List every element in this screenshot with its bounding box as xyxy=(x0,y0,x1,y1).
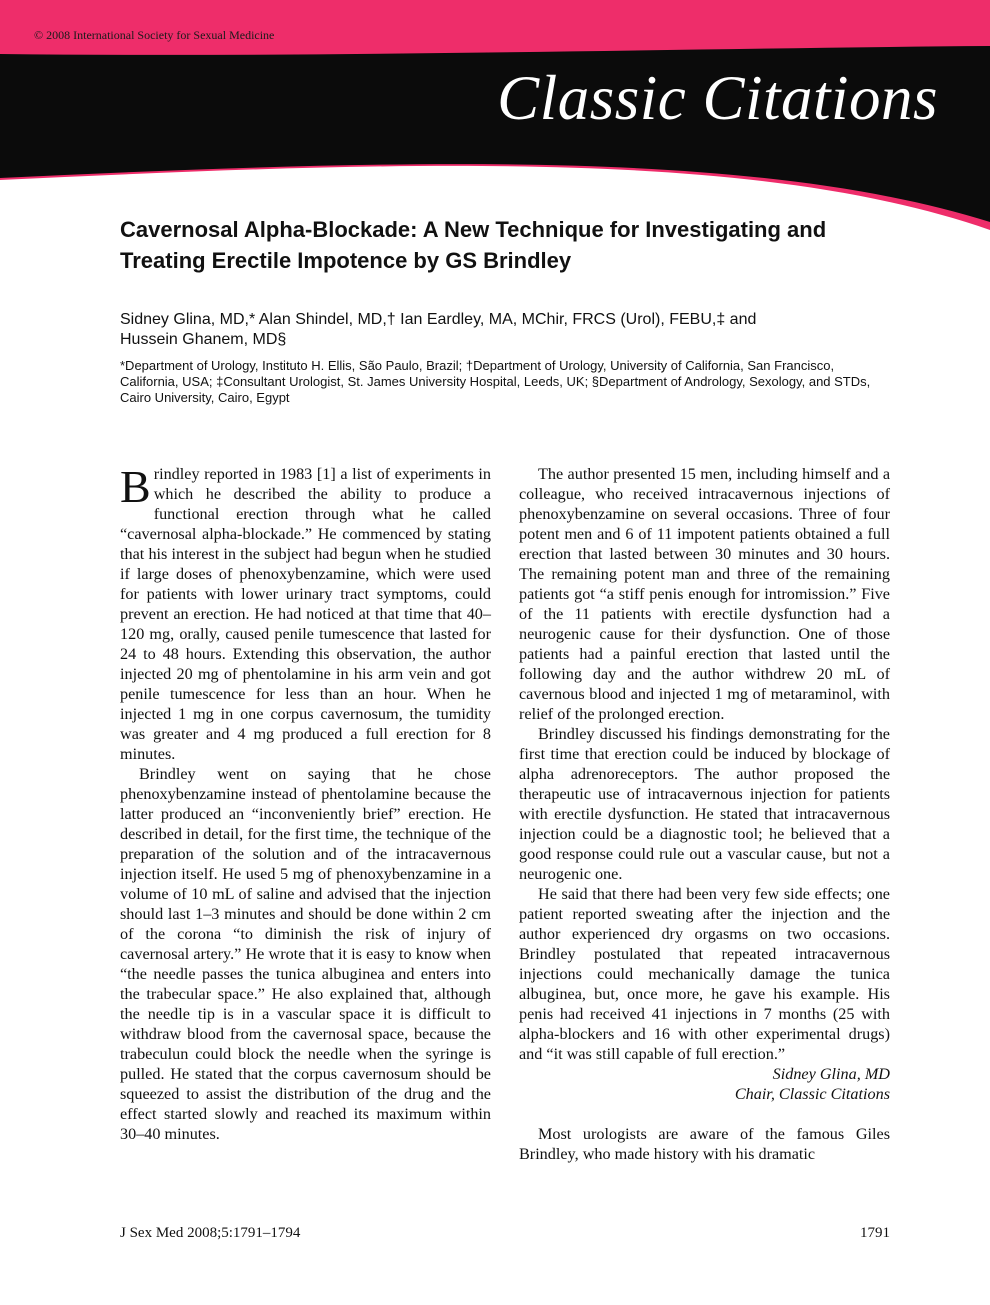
paragraph-2: Brindley went on saying that he chose phenoxybenzamine instead of phentolamine because the latter produced an “inconveniently brief” erection. He described in detail, for the first time, the technique of the preparation of the solution and of the intracavernous injection itself. He used 5 mg of phenoxybenzamine in a volume of 10 mL of saline and advised that the injection should last 1–3 minutes and should be done within 2 cm of the corona “to diminish the risk of injury of cavernosal artery.” He wrote that it is easy to know when “the needle passes the tunica albuginea and enters into the trabecular space.” He also explained that, although the needle tip is in a vascular space it is difficult to withdraw blood from the cavernosal space, because the trabeculun could block the needle when the syringe is pulled. He stated that the corpus cavernosum should be squeezed to assist the distribution of the drug and the effect started slowly and reached its maximum within 30–40 minutes. xyxy=(120,765,491,1143)
signature-name: Sidney Glina, MD xyxy=(772,1065,890,1083)
paragraph-1 xyxy=(120,461,491,764)
authors-line-1: Sidney Glina, MD,* Alan Shindel, MD,† Ian Eardley, MA, MChir, FRCS (Urol), FEBU,‡ and xyxy=(120,311,757,328)
affiliations: *Department of Urology, Instituto H. Ellis, São Paulo, Brazil; †Department of Urology, University of California, San Francisco, California, USA; ‡Consultant Urologist, St. James University Hospital, Leeds, UK; §Department of Andrology, Sexology, and STDs, Cairo University, Cairo, Egypt xyxy=(120,358,871,405)
author-list xyxy=(120,310,890,350)
paragraph-6: Most urologists are aware of the famous Giles Brindley, who made history with his dramatic xyxy=(519,1125,890,1163)
paragraph-5: He said that there had been very few side effects; one patient reported sweating after the injection and the author experienced dry orgasms on two occasions. Brindley postulated that repeated intracavernous injections could mechanically damage the tunica albuginea, but, once more, he gave his example. His penis had received 41 injections in 7 months (25 with alpha-blockers and 16 with other experimental drugs) and “it was still capable of full erection.” xyxy=(519,885,890,1063)
paragraph-1-text: rindley reported in 1983 [1] a list of experiments in which he described the ability to produce a functional erection through what he called “cavernosal alpha-blockade.” He commenced by stating that his interest in the subject had begun when he studied if large doses of phenoxybenzamine, which were used for patients with lower urinary tract symptoms, could prevent an erection. He had noticed at that time that 40–120 mg, orally, caused penile tumescence that lasted for 24 to 48 hours. Extending this observation, the author injected 20 mg of phentolamine in his arm vein and got penile tumescence for less than an hour. When he injected 1 mg in one corpus cavernosum, the tumidity was greater and 4 mg produced a full erection for 8 minutes. xyxy=(120,465,491,763)
page-number: 1791 xyxy=(860,1225,890,1241)
paragraph-gap xyxy=(519,1104,890,1124)
drop-cap: B xyxy=(120,461,151,512)
paragraph-4: Brindley discussed his findings demonstrating for the first time that erection could be induced by blockage of alpha adrenoreceptors. The author proposed the therapeutic use of intracavernous injection for patients with erectile dysfunction. He stated that intracavernous injection could be a diagnostic tool; he believed that a good response could rule out a vascular cause, but not a neurogenic one. xyxy=(519,725,890,883)
signature-role: Chair, Classic Citations xyxy=(734,1085,890,1103)
header-banner xyxy=(0,0,990,230)
article-title: Cavernosal Alpha-Blockade: A New Technique for Investigating and Treating Erectile Impotence by GS Brindley xyxy=(120,217,827,273)
authors-line-2: Hussein Ghanem, MD§ xyxy=(120,331,287,348)
right-column xyxy=(519,464,890,1164)
copyright-notice: © 2008 International Society for Sexual Medicine xyxy=(34,28,275,42)
journal-citation: J Sex Med 2008;5:1791–1794 xyxy=(120,1225,301,1241)
paragraph-3: The author presented 15 men, including himself and a colleague, who received intracavernous injections of phenoxybenzamine on several occasions. Three of four potent men and 6 of 11 impotent patients obtained a full erection that lasted between 30 minutes and 30 hours. The remaining potent man and three of the remaining patients got “a stiff penis enough for intromission.” Five of the 11 patients with erectile dysfunction had a neurogenic cause for their dysfunction. One of those patients had a painful erection that lasted until the following day and the author withdrew 20 mL of cavernous blood and injected 1 mg of metaraminol, with relief of the prolonged erection. xyxy=(519,465,890,723)
series-title: Classic Citations xyxy=(497,63,938,133)
left-column xyxy=(120,461,491,1144)
